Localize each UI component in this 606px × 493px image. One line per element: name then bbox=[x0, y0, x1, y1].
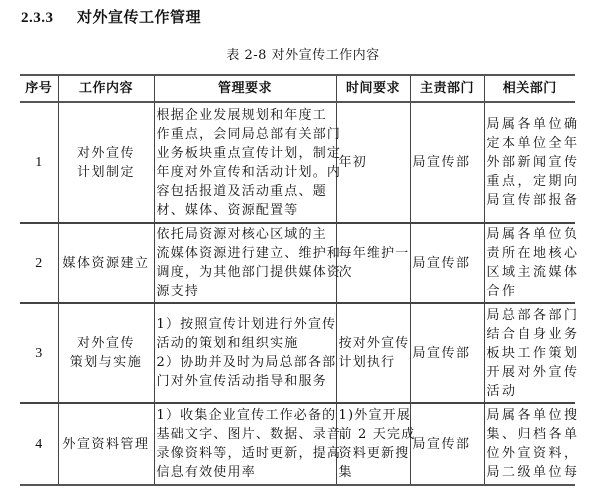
text-line: 前 2 天完成 bbox=[338, 427, 416, 442]
text-line: 录像资料等，适时更新，提高 bbox=[156, 446, 342, 461]
text-line: 依托局资源对核心区域的主 bbox=[156, 227, 327, 242]
text-line: 局属各单位负 bbox=[486, 227, 580, 242]
cell-requirement bbox=[154, 223, 342, 303]
text-line: 开展对外宣传 bbox=[486, 364, 580, 380]
text-line: 集 bbox=[338, 465, 353, 480]
text-line: 区域主流媒体 bbox=[486, 265, 580, 280]
cell-dept: 局宣传部 bbox=[410, 303, 484, 403]
text-line: 每年维护一 bbox=[338, 246, 410, 261]
text-line: 按对外宣传 bbox=[338, 336, 410, 351]
text-line: 活动的策划和组织实施 bbox=[156, 336, 299, 351]
header-dept: 主责部门 bbox=[410, 75, 484, 102]
text-line: 2）协助并及时为局总部各部 bbox=[156, 355, 337, 370]
text-line: 局属各单位确 bbox=[486, 117, 580, 132]
text-line: 对外宣传 bbox=[76, 336, 135, 351]
cell-time bbox=[336, 403, 416, 485]
text-line: 调度，为其他部门提供媒体资 bbox=[156, 265, 342, 280]
cell-work bbox=[58, 403, 154, 485]
section-title: 对外宣传工作管理 bbox=[77, 8, 202, 26]
cell-related bbox=[484, 102, 580, 223]
text-line: 信息有效使用率 bbox=[156, 465, 256, 480]
cell-dept: 局宣传部 bbox=[410, 403, 484, 485]
work-content-table bbox=[20, 74, 580, 486]
cell-requirement bbox=[154, 403, 356, 485]
cell-dept: 局宣传部 bbox=[410, 102, 484, 223]
text-line: 流媒体资源进行建立、维护和 bbox=[156, 246, 342, 261]
cell-related bbox=[484, 303, 580, 403]
text-line: 容包括报道及活动重点、题 bbox=[156, 183, 327, 199]
text-line: 1）收集企业宣传工作必备的 bbox=[156, 408, 337, 423]
text-line: 活动 bbox=[486, 383, 518, 399]
table-row bbox=[20, 223, 575, 303]
text-line: 外部新闻宣传 bbox=[486, 155, 580, 170]
cell-requirement bbox=[154, 303, 336, 403]
cell-work bbox=[58, 303, 154, 403]
text-line: 重点，定期向 bbox=[486, 174, 580, 189]
text-line: 作重点，会同局总部有关部门 bbox=[156, 126, 342, 142]
text-line: 年初 bbox=[338, 155, 367, 170]
header-related: 相关部门 bbox=[484, 75, 575, 102]
text-line: 局总部各部门 bbox=[486, 307, 580, 323]
text-line: 1）按照宣传计划进行外宣传 bbox=[156, 317, 337, 332]
text-line: 年度对外宣传和活动计划。内 bbox=[156, 164, 342, 180]
table-row bbox=[20, 102, 575, 223]
cell-work bbox=[58, 223, 154, 303]
cell-seq: 4 bbox=[20, 403, 58, 485]
text-line: 板块工作策划 bbox=[486, 345, 580, 361]
cell-dept: 局宣传部 bbox=[410, 223, 484, 303]
text-line: 定本单位全年 bbox=[486, 136, 580, 151]
text-line: 媒体资源建立 bbox=[62, 255, 150, 271]
section-number: 2.3.3 bbox=[21, 10, 54, 26]
text-line: 基础文字、图片、数据、录音、 bbox=[156, 427, 356, 442]
header-time: 时间要求 bbox=[336, 75, 410, 102]
cell-related bbox=[484, 403, 580, 485]
header-seq: 序号 bbox=[20, 75, 58, 102]
text-line: 外宣资料管理 bbox=[62, 436, 150, 452]
table-header-row bbox=[20, 75, 575, 102]
text-line: 资料更新搜 bbox=[338, 446, 410, 461]
header-work: 工作内容 bbox=[58, 75, 154, 102]
text-line: 责所在地核心 bbox=[486, 246, 580, 261]
text-line: 计划制定 bbox=[76, 164, 135, 180]
section-heading bbox=[21, 6, 201, 27]
text-line: 根据企业发展规划和年度工 bbox=[156, 107, 327, 123]
cell-time bbox=[336, 223, 410, 303]
text-line: 门对外宣传活动指导和服务 bbox=[156, 374, 327, 389]
cell-related bbox=[484, 223, 580, 303]
header-requirement: 管理要求 bbox=[154, 75, 336, 102]
text-line: 源支持 bbox=[156, 284, 200, 299]
cell-seq: 3 bbox=[20, 303, 58, 403]
cell-seq: 2 bbox=[20, 223, 58, 303]
cell-seq: 1 bbox=[20, 102, 58, 223]
text-line: 结合自身业务 bbox=[486, 326, 580, 342]
table-row bbox=[20, 403, 575, 485]
text-line: 局宣传部报备 bbox=[486, 193, 580, 208]
text-line: 策划与实施 bbox=[69, 355, 143, 370]
table-caption: 表 2-8 对外宣传工作内容 bbox=[226, 48, 380, 63]
table-row bbox=[20, 303, 575, 403]
text-line: 集、归档各单 bbox=[486, 427, 580, 442]
text-line: 对外宣传 bbox=[76, 145, 135, 161]
text-line: 次 bbox=[338, 265, 353, 280]
cell-work bbox=[58, 102, 154, 223]
text-line: 局二级单位每 bbox=[486, 465, 580, 480]
text-line: 局属各单位搜 bbox=[486, 408, 580, 423]
cell-requirement bbox=[154, 102, 342, 223]
text-line: 材、媒体、资源配置等 bbox=[156, 202, 299, 218]
text-line: 1)外宣开展 bbox=[338, 408, 412, 423]
text-line: 计划执行 bbox=[338, 355, 396, 370]
text-line: 位外宣资料， bbox=[486, 446, 580, 461]
cell-time bbox=[336, 303, 410, 403]
text-line: 合作 bbox=[486, 284, 518, 299]
text-line: 业务板块重点宣传计划，制定 bbox=[156, 145, 342, 161]
cell-time bbox=[336, 102, 410, 223]
